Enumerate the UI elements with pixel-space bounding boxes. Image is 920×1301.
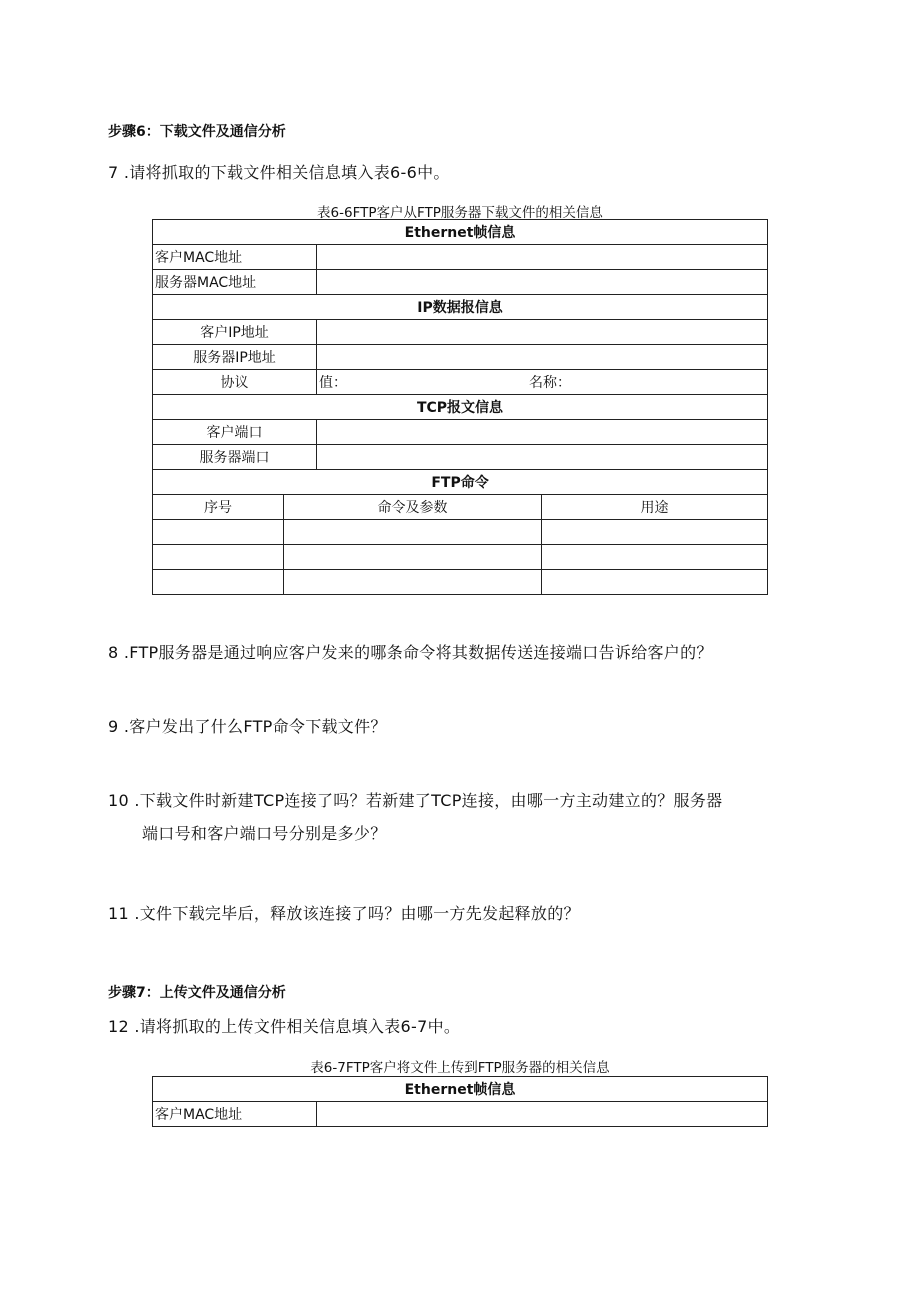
protocol-name-label: 名称： [529,375,571,391]
client-mac-value[interactable] [317,245,768,270]
server-mac-value[interactable] [317,270,768,295]
question-12: 12 .请将抓取的上传文件相关信息填入表6-7中。 [108,1017,461,1036]
eth-header: Ethernet帧信息 [153,220,768,245]
server-ip-label: 服务器IP地址 [153,345,317,370]
table-6-7-caption: 表6-7FTP客户将文件上传到FTP服务器的相关信息 [310,1060,610,1076]
question-10-line1: 10 .下载文件时新建TCP连接了吗？若新建了TCP连接，由哪一方主动建立的？服务器 [108,791,723,810]
client-mac-value[interactable] [317,1102,768,1127]
table-6-6-caption: 表6-6FTP客户从FTP服务器下载文件的相关信息 [317,205,603,221]
cmd-cell[interactable] [284,520,542,545]
client-ip-label: 客户IP地址 [153,320,317,345]
question-11: 11 .文件下载完毕后，释放该连接了吗？由哪一方先发起释放的？ [108,904,580,923]
col-seq-header: 序号 [153,495,284,520]
table-row [153,570,768,595]
step7-heading: 步骤7：上传文件及通信分析 [108,985,286,1001]
server-mac-label: 服务器MAC地址 [153,270,317,295]
question-9: 9 .客户发出了什么FTP命令下载文件？ [108,717,387,736]
seq-cell[interactable] [153,520,284,545]
protocol-value[interactable] [317,370,768,395]
ftp-header: FTP命令 [153,470,768,495]
col-use-header: 用途 [542,495,768,520]
ip-header: IP数据报信息 [153,295,768,320]
server-port-label: 服务器端口 [153,445,317,470]
tcp-header: TCP报文信息 [153,395,768,420]
use-cell[interactable] [542,520,768,545]
cmd-cell[interactable] [284,570,542,595]
server-port-value[interactable] [317,445,768,470]
seq-cell[interactable] [153,545,284,570]
client-port-value[interactable] [317,420,768,445]
client-ip-value[interactable] [317,320,768,345]
client-mac-label: 客户MAC地址 [153,1102,317,1127]
cmd-cell[interactable] [284,545,542,570]
use-cell[interactable] [542,545,768,570]
table-6-6 [152,219,768,595]
client-mac-label: 客户MAC地址 [153,245,317,270]
question-8: 8 .FTP服务器是通过响应客户发来的哪条命令将其数据传送连接端口告诉给客户的？ [108,643,713,662]
protocol-value-label: 值： [319,375,347,391]
col-cmd-header: 命令及参数 [284,495,542,520]
step6-heading: 步骤6：下载文件及通信分析 [108,124,286,140]
seq-cell[interactable] [153,570,284,595]
table-row [153,545,768,570]
protocol-label: 协议 [153,370,317,395]
table-6-7 [152,1076,768,1127]
client-port-label: 客户端口 [153,420,317,445]
eth-header: Ethernet帧信息 [153,1077,768,1102]
server-ip-value[interactable] [317,345,768,370]
table-row [153,520,768,545]
use-cell[interactable] [542,570,768,595]
question-10-line2: 端口号和客户端口号分别是多少？ [142,824,387,843]
question-7: 7 .请将抓取的下载文件相关信息填入表6-6中。 [108,163,450,182]
